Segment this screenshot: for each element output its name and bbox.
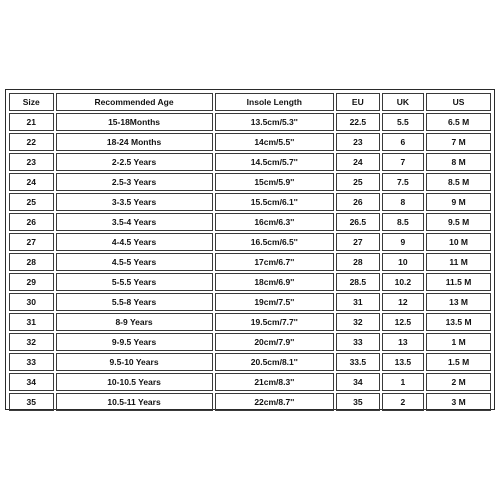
cell-insole-length: 19.5cm/7.7'' <box>215 313 335 331</box>
cell-eu: 25 <box>336 173 380 191</box>
cell-uk: 5.5 <box>382 113 425 131</box>
cell-eu: 28.5 <box>336 273 380 291</box>
cell-size: 22 <box>9 133 54 151</box>
cell-us: 8.5 M <box>426 173 491 191</box>
header-cell-size: Size <box>9 93 54 111</box>
cell-us: 11 M <box>426 253 491 271</box>
table-row <box>9 313 491 331</box>
size-chart-table <box>7 91 493 413</box>
cell-uk: 10.2 <box>382 273 425 291</box>
cell-size: 31 <box>9 313 54 331</box>
cell-size: 33 <box>9 353 54 371</box>
cell-size: 29 <box>9 273 54 291</box>
cell-uk: 12 <box>382 293 425 311</box>
cell-us: 1 M <box>426 333 491 351</box>
table-row <box>9 373 491 391</box>
table-row <box>9 353 491 371</box>
cell-uk: 7 <box>382 153 425 171</box>
cell-uk: 8 <box>382 193 425 211</box>
cell-uk: 1 <box>382 373 425 391</box>
table-row <box>9 153 491 171</box>
table-row <box>9 233 491 251</box>
cell-us: 8 M <box>426 153 491 171</box>
cell-insole-length: 14cm/5.5'' <box>215 133 335 151</box>
cell-uk: 9 <box>382 233 425 251</box>
cell-eu: 27 <box>336 233 380 251</box>
table-row <box>9 293 491 311</box>
cell-us: 9 M <box>426 193 491 211</box>
cell-recommended-age: 4-4.5 Years <box>56 233 213 251</box>
cell-us: 7 M <box>426 133 491 151</box>
cell-size: 28 <box>9 253 54 271</box>
cell-us: 3 M <box>426 393 491 411</box>
cell-eu: 26.5 <box>336 213 380 231</box>
cell-insole-length: 20.5cm/8.1'' <box>215 353 335 371</box>
cell-insole-length: 16.5cm/6.5'' <box>215 233 335 251</box>
cell-eu: 28 <box>336 253 380 271</box>
cell-eu: 26 <box>336 193 380 211</box>
cell-eu: 34 <box>336 373 380 391</box>
cell-size: 21 <box>9 113 54 131</box>
cell-uk: 8.5 <box>382 213 425 231</box>
cell-insole-length: 22cm/8.7'' <box>215 393 335 411</box>
table-body <box>9 113 491 411</box>
cell-uk: 13 <box>382 333 425 351</box>
cell-recommended-age: 18-24 Months <box>56 133 213 151</box>
cell-insole-length: 15cm/5.9'' <box>215 173 335 191</box>
cell-size: 30 <box>9 293 54 311</box>
cell-uk: 7.5 <box>382 173 425 191</box>
table-row <box>9 213 491 231</box>
header-row <box>9 93 491 111</box>
cell-us: 2 M <box>426 373 491 391</box>
cell-recommended-age: 2.5-3 Years <box>56 173 213 191</box>
cell-recommended-age: 3.5-4 Years <box>56 213 213 231</box>
cell-uk: 6 <box>382 133 425 151</box>
cell-insole-length: 20cm/7.9'' <box>215 333 335 351</box>
cell-recommended-age: 9-9.5 Years <box>56 333 213 351</box>
table-row <box>9 193 491 211</box>
header-cell-recommended-age: Recommended Age <box>56 93 213 111</box>
header-cell-insole-length: Insole Length <box>215 93 335 111</box>
cell-eu: 35 <box>336 393 380 411</box>
cell-eu: 24 <box>336 153 380 171</box>
cell-eu: 23 <box>336 133 380 151</box>
cell-uk: 10 <box>382 253 425 271</box>
cell-size: 34 <box>9 373 54 391</box>
cell-insole-length: 21cm/8.3'' <box>215 373 335 391</box>
cell-eu: 33 <box>336 333 380 351</box>
cell-size: 24 <box>9 173 54 191</box>
table-row <box>9 333 491 351</box>
cell-insole-length: 17cm/6.7'' <box>215 253 335 271</box>
cell-insole-length: 16cm/6.3'' <box>215 213 335 231</box>
cell-recommended-age: 5-5.5 Years <box>56 273 213 291</box>
cell-us: 11.5 M <box>426 273 491 291</box>
cell-recommended-age: 9.5-10 Years <box>56 353 213 371</box>
table-row <box>9 133 491 151</box>
cell-us: 10 M <box>426 233 491 251</box>
cell-size: 32 <box>9 333 54 351</box>
cell-size: 35 <box>9 393 54 411</box>
cell-eu: 31 <box>336 293 380 311</box>
cell-insole-length: 15.5cm/6.1'' <box>215 193 335 211</box>
cell-us: 13.5 M <box>426 313 491 331</box>
cell-recommended-age: 5.5-8 Years <box>56 293 213 311</box>
cell-size: 25 <box>9 193 54 211</box>
table-row <box>9 273 491 291</box>
cell-recommended-age: 8-9 Years <box>56 313 213 331</box>
cell-us: 13 M <box>426 293 491 311</box>
cell-eu: 33.5 <box>336 353 380 371</box>
cell-us: 1.5 M <box>426 353 491 371</box>
cell-recommended-age: 4.5-5 Years <box>56 253 213 271</box>
cell-insole-length: 14.5cm/5.7'' <box>215 153 335 171</box>
cell-recommended-age: 15-18Months <box>56 113 213 131</box>
header-cell-uk: UK <box>382 93 425 111</box>
cell-recommended-age: 3-3.5 Years <box>56 193 213 211</box>
header-cell-eu: EU <box>336 93 380 111</box>
cell-recommended-age: 10-10.5 Years <box>56 373 213 391</box>
cell-uk: 13.5 <box>382 353 425 371</box>
cell-size: 23 <box>9 153 54 171</box>
header-cell-us: US <box>426 93 491 111</box>
table-row <box>9 113 491 131</box>
cell-us: 9.5 M <box>426 213 491 231</box>
table-row <box>9 173 491 191</box>
cell-eu: 32 <box>336 313 380 331</box>
cell-uk: 2 <box>382 393 425 411</box>
cell-size: 27 <box>9 233 54 251</box>
table-row <box>9 393 491 411</box>
cell-size: 26 <box>9 213 54 231</box>
cell-insole-length: 18cm/6.9'' <box>215 273 335 291</box>
cell-recommended-age: 10.5-11 Years <box>56 393 213 411</box>
size-chart <box>5 89 495 410</box>
cell-eu: 22.5 <box>336 113 380 131</box>
cell-recommended-age: 2-2.5 Years <box>56 153 213 171</box>
table-row <box>9 253 491 271</box>
cell-insole-length: 19cm/7.5'' <box>215 293 335 311</box>
cell-us: 6.5 M <box>426 113 491 131</box>
cell-insole-length: 13.5cm/5.3'' <box>215 113 335 131</box>
cell-uk: 12.5 <box>382 313 425 331</box>
